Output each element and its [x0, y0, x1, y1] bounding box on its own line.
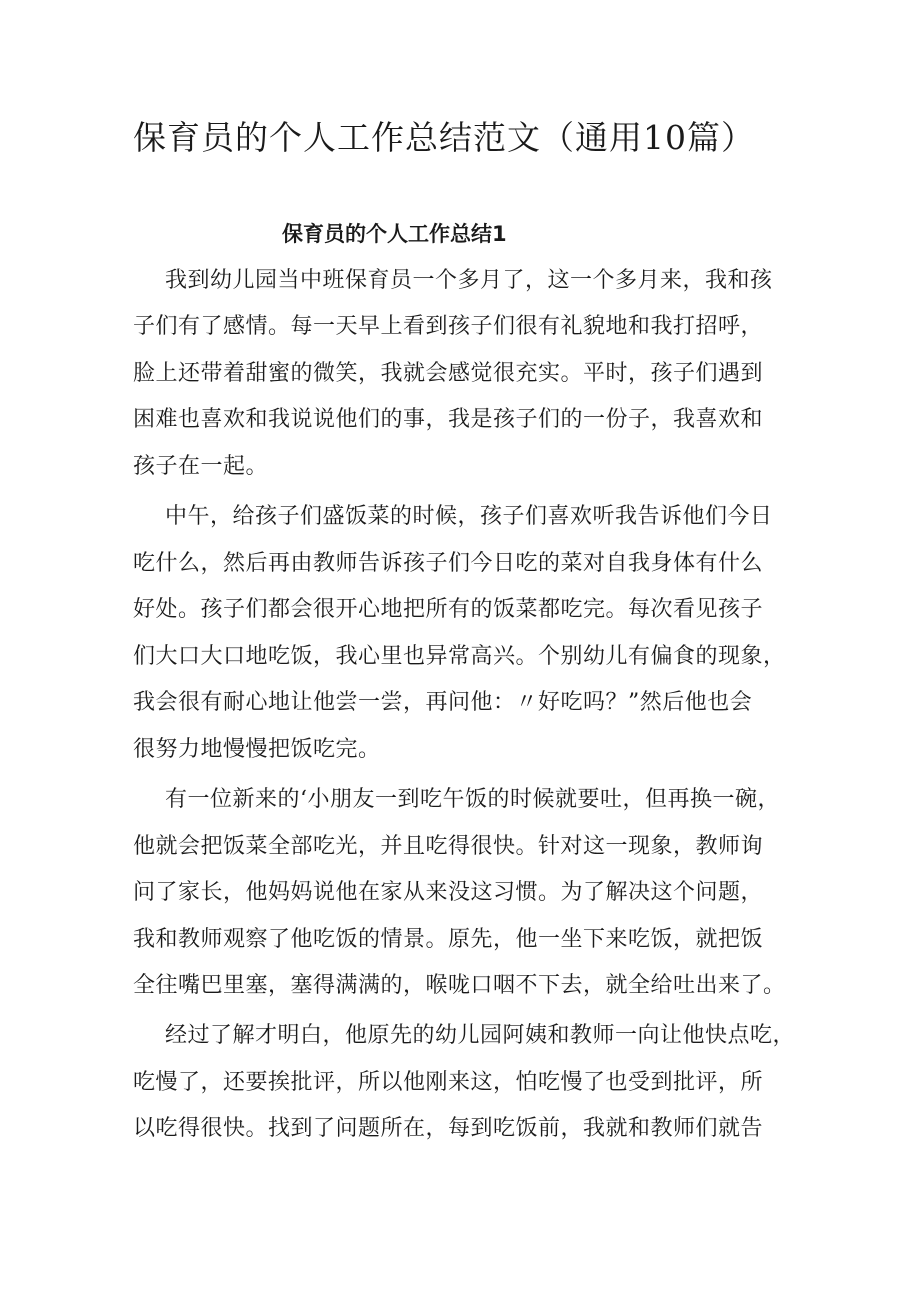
paragraph-line: 孩子在一起。 — [133, 454, 269, 479]
document-title: 保育员的个人工作总结范文（通用10篇） — [133, 118, 755, 157]
paragraph-line: 吃什么，然后再由教师告诉孩子们今日吃的菜对自我身体有什么 — [133, 551, 764, 576]
paragraph-line: 我会很有耐心地让他尝一尝，再问他：〃好吃吗？”然后他也会 — [133, 690, 753, 715]
section-heading: 保育员的个人工作总结1 — [282, 222, 507, 246]
paragraph-line: 好处。孩子们都会很开心地把所有的饭菜都吃完。每次看见孩子 — [133, 597, 764, 622]
paragraph-line: 困难也喜欢和我说说他们的事，我是孩子们的一份子，我喜欢和 — [133, 407, 764, 432]
paragraph-line: 中午，给孩子们盛饭菜的时候，孩子们喜欢听我告诉他们今日 — [165, 504, 773, 529]
paragraph-line: 脸上还带着甜蜜的微笑，我就会感觉很充实。平时，孩子们遇到 — [133, 361, 764, 386]
paragraph-line: 有一位新来的‘小朋友一到吃午饭的时候就要吐，但再换一碗， — [165, 787, 780, 812]
paragraph-line: 他就会把饭菜全部吃光，并且吃得很快。针对这一现象，教师询 — [133, 834, 764, 859]
paragraph-line: 很努力地慢慢把饭吃完。 — [133, 737, 381, 762]
paragraph-line: 我到幼儿园当中班保育员一个多月了，这一个多月来，我和孩 — [165, 268, 773, 293]
paragraph-line: 以吃得很快。找到了问题所在，每到吃饭前，我就和教师们就告 — [133, 1116, 764, 1141]
paragraph-line: 经过了解才明白，他原先的幼儿园阿姨和教师一向让他快点吃， — [165, 1023, 796, 1048]
paragraph-line: 我和教师观察了他吃饭的情景。原先，他一坐下来吃饭，就把饭 — [133, 927, 764, 952]
paragraph-line: 子们有了感情。每一天早上看到孩子们很有礼貌地和我打招呼， — [133, 314, 764, 339]
paragraph-line: 全往嘴巴里塞，塞得满满的，喉咙口咽不下去，就全给吐出来了。 — [133, 973, 786, 998]
paragraph-line: 吃慢了，还要挨批评，所以他刚来这，怕吃慢了也受到批评，所 — [133, 1070, 764, 1095]
paragraph-line: 问了家长，他妈妈说他在家从来没这习惯。为了解决这个问题， — [133, 880, 764, 905]
paragraph-line: 们大口大口地吃饭，我心里也异常高兴。个别幼儿有偏食的现象， — [133, 644, 786, 669]
